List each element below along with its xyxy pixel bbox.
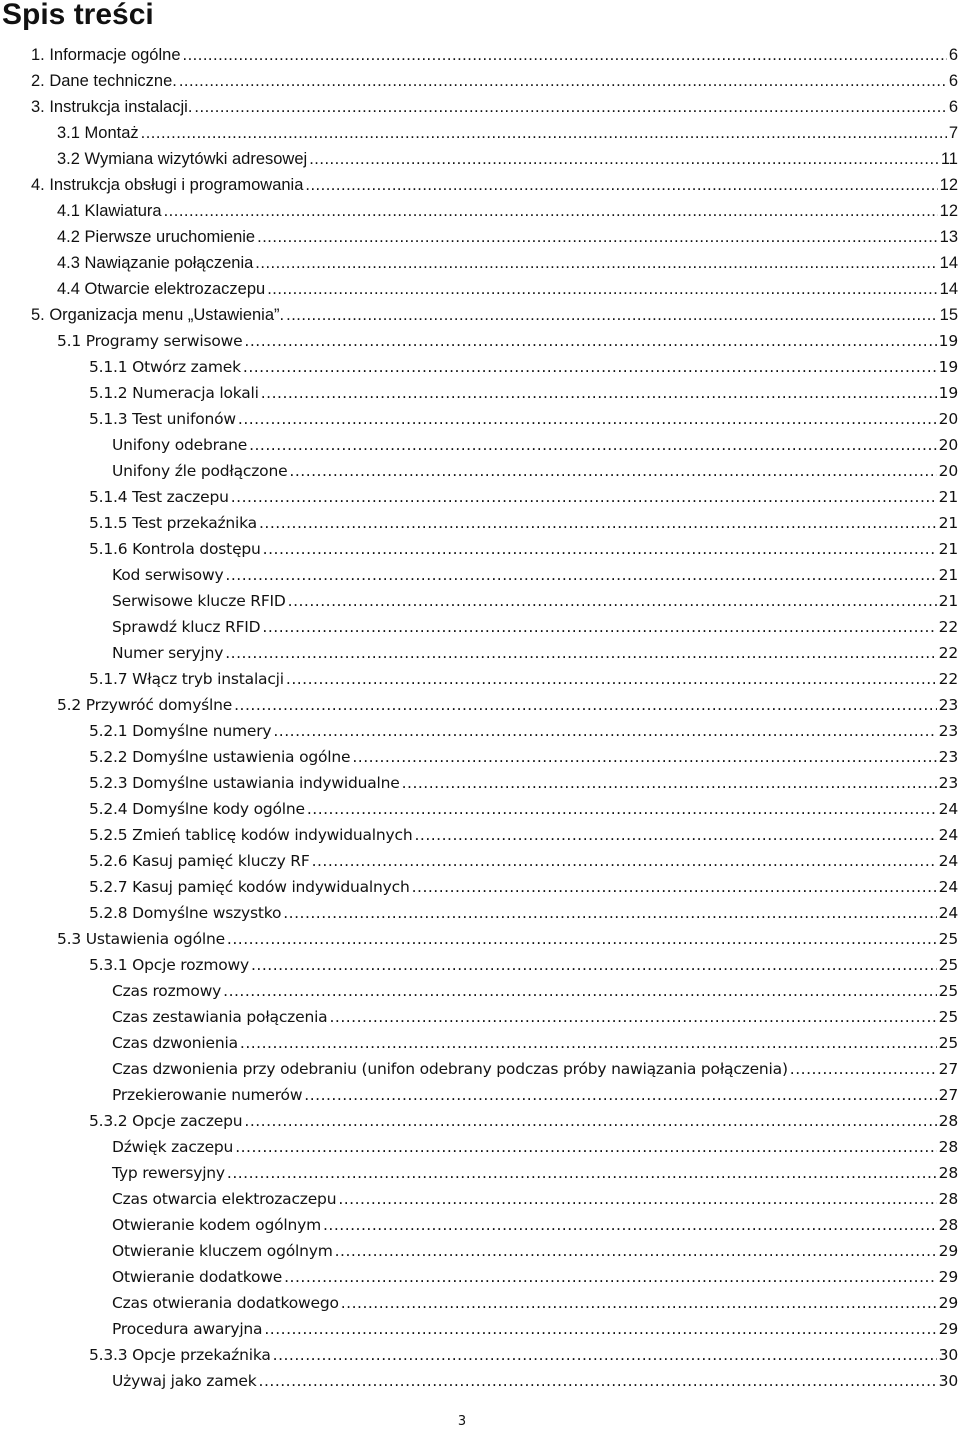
toc-entry[interactable] [0, 68, 960, 94]
toc-entry-label: 4.3 Nawiązanie połączenia [57, 254, 254, 272]
toc-entry[interactable] [0, 1082, 960, 1108]
toc-entry[interactable] [0, 328, 960, 354]
toc-entry[interactable] [0, 614, 960, 640]
toc-entry-page: 20 [938, 462, 958, 480]
toc-entry-label: 1. Informacje ogólne [31, 46, 181, 64]
toc-entry-page: 25 [938, 930, 958, 948]
dot-leader [235, 1134, 936, 1160]
toc-entry[interactable] [0, 172, 960, 198]
toc-entry-label: Otwieranie dodatkowe [112, 1268, 283, 1286]
toc-heading: Spis treści [2, 0, 154, 31]
toc-entry-page: 28 [938, 1216, 958, 1234]
dot-leader [283, 900, 936, 926]
toc-entry-page: 6 [948, 72, 958, 90]
dot-leader [323, 1212, 937, 1238]
toc-entry-label: Procedura awaryjna [112, 1320, 263, 1338]
toc-entry-page: 28 [938, 1190, 958, 1208]
toc-entry-page: 15 [939, 306, 958, 324]
dot-leader [225, 562, 936, 588]
dot-leader [141, 120, 947, 146]
toc-entry-label: Czas dzwonienia przy odebraniu (unifon odebrany podczas próby nawiązania połączenia) [112, 1060, 788, 1078]
toc-entry[interactable] [0, 1108, 960, 1134]
toc-entry-label: Przekierowanie numerów [112, 1086, 303, 1104]
toc-entry-page: 7 [948, 124, 958, 142]
toc-entry-page: 27 [938, 1086, 958, 1104]
toc-entry-label: 3.2 Wymiana wizytówki adresowej [57, 150, 308, 168]
toc-entry-page: 29 [938, 1294, 958, 1312]
toc-entry-page: 13 [939, 228, 958, 246]
page-number: 3 [457, 1414, 467, 1429]
toc-entry-page: 28 [938, 1112, 958, 1130]
toc-entry-label: 5.2.6 Kasuj pamięć kluczy RF [89, 852, 310, 870]
toc-entry-label: 5.1 Programy serwisowe [57, 332, 243, 350]
dot-leader [164, 198, 938, 224]
toc-entry[interactable] [0, 744, 960, 770]
dot-leader [264, 1316, 936, 1342]
toc-entry-label: 5.2.8 Domyślne wszystko [89, 904, 282, 922]
toc-entry[interactable] [0, 224, 960, 250]
dot-leader [249, 432, 937, 458]
toc-entry-page: 19 [938, 358, 958, 376]
toc-entry[interactable] [0, 1342, 960, 1368]
toc-entry-label: 5.1.3 Test unifonów [89, 410, 236, 428]
toc-entry-page: 11 [940, 150, 958, 168]
toc-entry-page: 25 [938, 1034, 958, 1052]
toc-entry[interactable] [0, 1030, 960, 1056]
toc-entry-page: 19 [938, 384, 958, 402]
toc-entry-label: Dźwięk zaczepu [112, 1138, 234, 1156]
toc-entry[interactable] [0, 718, 960, 744]
dot-leader [227, 1160, 937, 1186]
toc-entry-label: 5.2.3 Domyślne ustawiania indywidualne [89, 774, 400, 792]
toc-entry-page: 22 [938, 670, 958, 688]
toc-entry[interactable] [0, 978, 960, 1004]
toc-entry-label: 5.1.7 Włącz tryb instalacji [89, 670, 284, 688]
toc-entry-label: 5.2.7 Kasuj pamięć kodów indywidualnych [89, 878, 410, 896]
toc-entry[interactable] [0, 302, 960, 328]
toc-entry-page: 21 [938, 592, 958, 610]
toc-entry-label: 5.1.1 Otwórz zamek [89, 358, 241, 376]
toc-entry-label: Używaj jako zamek [112, 1372, 257, 1390]
dot-leader [312, 848, 937, 874]
toc-entry-label: Czas otwierania dodatkowego [112, 1294, 339, 1312]
toc-entry-page: 29 [938, 1242, 958, 1260]
toc-entry[interactable] [0, 1316, 960, 1342]
toc-entry-label: Czas otwarcia elektrozaczepu [112, 1190, 337, 1208]
toc-entry[interactable] [0, 458, 960, 484]
toc-entry[interactable] [0, 640, 960, 666]
dot-leader [255, 250, 937, 276]
toc-entry-page: 24 [938, 878, 958, 896]
toc-entry-page: 21 [938, 488, 958, 506]
toc-entry[interactable] [0, 276, 960, 302]
toc-entry-page: 20 [938, 436, 958, 454]
dot-leader [309, 146, 939, 172]
toc-entry-label: 5. Organizacja menu „Ustawienia”. [31, 306, 285, 324]
toc-entry-page: 14 [939, 280, 958, 298]
dot-leader [251, 952, 937, 978]
toc-entry[interactable] [0, 1134, 960, 1160]
toc-entry[interactable] [0, 874, 960, 900]
dot-leader [284, 1264, 937, 1290]
toc-entry-page: 24 [938, 826, 958, 844]
toc-entry[interactable] [0, 1238, 960, 1264]
dot-leader [262, 614, 936, 640]
dot-leader [238, 406, 937, 432]
toc-entry-page: 22 [938, 618, 958, 636]
toc-entry-label: Otwieranie kodem ogólnym [112, 1216, 321, 1234]
toc-entry-label: 5.3.1 Opcje rozmowy [89, 956, 249, 974]
toc-entry-label: 5.3 Ustawienia ogólne [57, 930, 225, 948]
toc-entry[interactable] [0, 562, 960, 588]
toc-entry-page: 6 [948, 98, 958, 116]
toc-entry-label: Czas zestawiania połączenia [112, 1008, 328, 1026]
dot-leader [179, 68, 947, 94]
toc-entry[interactable] [0, 666, 960, 692]
toc-entry[interactable] [0, 588, 960, 614]
dot-leader [183, 42, 947, 68]
dot-leader [304, 1082, 936, 1108]
dot-leader [338, 1186, 936, 1212]
toc-entry-page: 6 [948, 46, 958, 64]
toc-entry-label: Unifony odebrane [112, 436, 248, 454]
toc-entry-label: 5.3.3 Opcje przekaźnika [89, 1346, 271, 1364]
dot-leader [402, 770, 937, 796]
dot-leader [240, 1030, 937, 1056]
dot-leader [273, 718, 936, 744]
dot-leader [412, 874, 937, 900]
toc-entry-label: 5.1.5 Test przekaźnika [89, 514, 257, 532]
toc-entry-label: Numer seryjny [112, 644, 224, 662]
toc-entry[interactable] [0, 380, 960, 406]
toc-entry[interactable] [0, 822, 960, 848]
toc-entry-label: 5.1.6 Kontrola dostępu [89, 540, 261, 558]
dot-leader [257, 224, 938, 250]
dot-leader [286, 302, 938, 328]
toc-entry-page: 24 [938, 852, 958, 870]
dot-leader [227, 926, 937, 952]
dot-leader [244, 1108, 936, 1134]
toc-entry-label: 3. Instrukcja instalacji. [31, 98, 193, 116]
toc-entry-page: 30 [938, 1346, 958, 1364]
toc-entry[interactable] [0, 1368, 960, 1394]
dot-leader [259, 510, 937, 536]
toc-entry-page: 25 [938, 982, 958, 1000]
toc-entry-page: 28 [938, 1138, 958, 1156]
toc-entry[interactable] [0, 1056, 960, 1082]
dot-leader [790, 1056, 937, 1082]
toc-entry[interactable] [0, 796, 960, 822]
toc-entry[interactable] [0, 484, 960, 510]
toc-entry[interactable] [0, 250, 960, 276]
toc-entry[interactable] [0, 432, 960, 458]
toc-entry-page: 24 [938, 800, 958, 818]
toc-entry[interactable] [0, 1186, 960, 1212]
toc-entry-label: Unifony źle podłączone [112, 462, 288, 480]
toc-entry[interactable] [0, 1290, 960, 1316]
toc-entry-page: 30 [938, 1372, 958, 1390]
toc-entry-label: 5.2.1 Domyślne numery [89, 722, 272, 740]
dot-leader [194, 94, 946, 120]
toc-entry[interactable] [0, 406, 960, 432]
toc-entry-label: 5.1.4 Test zaczepu [89, 488, 229, 506]
toc-entry-page: 20 [938, 410, 958, 428]
toc-entry-label: 4.4 Otwarcie elektrozaczepu [57, 280, 266, 298]
dot-leader [273, 1342, 937, 1368]
toc-entry[interactable] [0, 1004, 960, 1030]
toc-entry-label: Sprawdź klucz RFID [112, 618, 261, 636]
toc-entry-page: 29 [938, 1268, 958, 1286]
dot-leader [261, 380, 937, 406]
dot-leader [289, 458, 936, 484]
dot-leader [288, 588, 937, 614]
toc-entry[interactable] [0, 42, 960, 68]
toc-entry[interactable] [0, 536, 960, 562]
toc-entry-label: 5.1.2 Numeracja lokali [89, 384, 259, 402]
toc-entry[interactable] [0, 94, 960, 120]
toc-entry-page: 24 [938, 904, 958, 922]
toc-entry-page: 23 [938, 748, 958, 766]
toc-entry-label: Otwieranie kluczem ogólnym [112, 1242, 333, 1260]
toc-entry[interactable] [0, 770, 960, 796]
toc-entry[interactable] [0, 198, 960, 224]
dot-leader [244, 328, 936, 354]
toc-entry-label: 4.1 Klawiatura [57, 202, 162, 220]
toc-entry-page: 28 [938, 1164, 958, 1182]
toc-entry-label: 5.2.4 Domyślne kody ogólne [89, 800, 305, 818]
toc-entry[interactable] [0, 120, 960, 146]
dot-leader [263, 536, 937, 562]
toc-entry[interactable] [0, 692, 960, 718]
table-of-contents [0, 42, 960, 1394]
toc-entry-label: 3.1 Montaż [57, 124, 139, 142]
toc-entry[interactable] [0, 848, 960, 874]
dot-leader [243, 354, 937, 380]
toc-entry-page: 22 [938, 644, 958, 662]
toc-entry-label: Typ rewersyjny [112, 1164, 225, 1182]
toc-entry[interactable] [0, 1212, 960, 1238]
toc-entry-label: Czas dzwonienia [112, 1034, 238, 1052]
toc-entry-label: 4.2 Pierwsze uruchomienie [57, 228, 256, 246]
toc-entry-label: 2. Dane techniczne. [31, 72, 177, 90]
toc-entry-page: 21 [938, 540, 958, 558]
toc-entry-page: 25 [938, 956, 958, 974]
toc-entry-page: 23 [938, 722, 958, 740]
toc-entry-page: 12 [939, 176, 958, 194]
dot-leader [234, 692, 937, 718]
toc-entry-page: 29 [938, 1320, 958, 1338]
dot-leader [335, 1238, 937, 1264]
toc-entry[interactable] [0, 952, 960, 978]
dot-leader [225, 640, 936, 666]
dot-leader [352, 744, 936, 770]
dot-leader [223, 978, 937, 1004]
toc-entry-page: 19 [938, 332, 958, 350]
toc-entry-page: 23 [938, 696, 958, 714]
toc-entry-label: 5.2.2 Domyślne ustawienia ogólne [89, 748, 351, 766]
toc-entry-page: 21 [938, 514, 958, 532]
toc-entry-label: Kod serwisowy [112, 566, 224, 584]
toc-entry-label: Serwisowe klucze RFID [112, 592, 286, 610]
toc-entry[interactable] [0, 510, 960, 536]
toc-entry-label: 5.3.2 Opcje zaczepu [89, 1112, 243, 1130]
toc-entry[interactable] [0, 900, 960, 926]
toc-entry[interactable] [0, 926, 960, 952]
dot-leader [307, 796, 937, 822]
dot-leader [329, 1004, 936, 1030]
dot-leader [259, 1368, 937, 1394]
dot-leader [414, 822, 936, 848]
toc-entry-page: 14 [939, 254, 958, 272]
toc-entry-page: 25 [938, 1008, 958, 1026]
toc-entry-page: 27 [938, 1060, 958, 1078]
toc-entry-page: 12 [939, 202, 958, 220]
dot-leader [267, 276, 937, 302]
toc-entry-label: 5.2.5 Zmień tablicę kodów indywidualnych [89, 826, 413, 844]
dot-leader [286, 666, 937, 692]
toc-entry[interactable] [0, 1264, 960, 1290]
toc-entry-page: 21 [938, 566, 958, 584]
dot-leader [305, 172, 937, 198]
toc-entry[interactable] [0, 354, 960, 380]
toc-entry-page: 23 [938, 774, 958, 792]
toc-entry-label: Czas rozmowy [112, 982, 222, 1000]
toc-entry[interactable] [0, 1160, 960, 1186]
toc-entry-label: 5.2 Przywróć domyślne [57, 696, 233, 714]
dot-leader [341, 1290, 937, 1316]
toc-entry[interactable] [0, 146, 960, 172]
dot-leader [231, 484, 937, 510]
toc-entry-label: 4. Instrukcja obsługi i programowania [31, 176, 304, 194]
